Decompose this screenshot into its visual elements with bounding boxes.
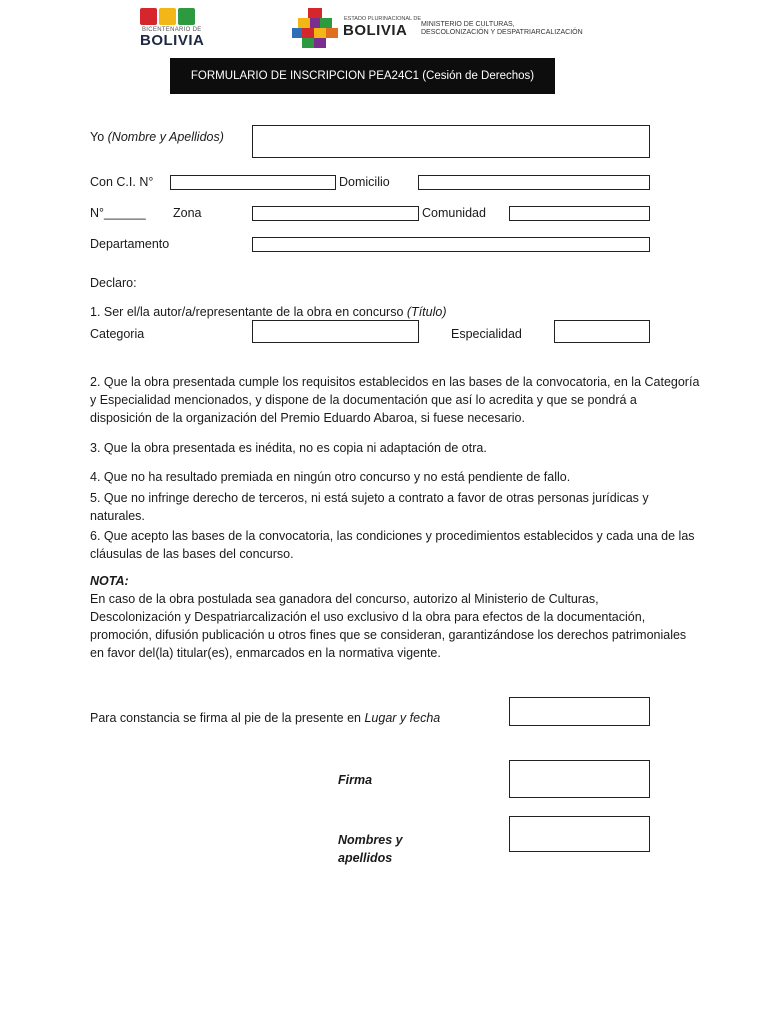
declaro-label: Declaro: — [90, 276, 137, 290]
item-2-text: 2. Que la obra presentada cumple los requisitos establecidos en las bases de la convocatoria, en la Categoría y Especialidad mencionados, y dispone de la documentación que así lo acredita y que se pondrá a disposición de la organización del Premio Eduardo Abaroa, si fuese necesario. — [90, 375, 700, 425]
ci-label: Con C.I. N° — [90, 175, 154, 189]
ministry-line-2: DESCOLONIZACIÓN Y DESPATRIARCALIZACIÓN — [421, 29, 583, 36]
comunidad-input[interactable] — [509, 206, 650, 221]
ministry-line-1: MINISTERIO DE CULTURAS, — [421, 21, 515, 28]
lugar-fecha-input[interactable] — [509, 697, 650, 726]
estado-small-text: ESTADO PLURINACIONAL DE — [344, 16, 422, 22]
firma-label: Firma — [338, 773, 373, 787]
bicentenario-small-text: BICENTENARIO DE — [142, 27, 202, 33]
especialidad-label: Especialidad — [451, 327, 522, 341]
constancia-text: Para constancia se firma al pie de la presente en Lugar y fecha — [90, 711, 441, 725]
item-3-text: 3. Que la obra presentada es inédita, no es copia ni adaptación de otra. — [90, 441, 487, 455]
nota-text: En caso de la obra postulada sea ganadora del concurso, autorizo al Ministerio de Culturas, Descolonización y Despatriarcalización el uso exclusivo d la obra para efectos de la documentación, promoción, difusión publicación u otros fines que se consideran, garantizándose los derechos patrimoniales en favor del(la) titular(es), enmarcados en la normativa vigente. — [90, 592, 687, 660]
domicilio-input[interactable] — [418, 175, 650, 190]
firma-box[interactable] — [509, 760, 650, 798]
yo-label: Yo (Nombre y Apellidos) — [90, 130, 224, 144]
domicilio-label: Domicilio — [339, 175, 390, 189]
categoria-input[interactable] — [252, 320, 419, 343]
ci-input[interactable] — [170, 175, 336, 190]
categoria-label: Categoria — [90, 327, 145, 341]
bicentenario-logo — [140, 8, 210, 48]
zona-label: Zona — [173, 206, 202, 220]
departamento-label: Departamento — [90, 237, 170, 251]
nota-label: NOTA: — [90, 574, 129, 588]
item-4-text: 4. Que no ha resultado premiada en ningún otro concurso y no está pendiente de fallo. — [90, 470, 571, 484]
bicentenario-big-text: BOLIVIA — [140, 32, 205, 49]
nombres-label: Nombres y apellidos — [338, 833, 403, 865]
item-1-text: 1. Ser el/la autor/a/representante de la obra en concurso (Título) — [90, 305, 447, 319]
estado-big-text: BOLIVIA — [343, 22, 408, 39]
nombre-apellidos-input[interactable] — [252, 125, 650, 158]
estado-emblem-icon — [292, 8, 338, 48]
ministry-name — [421, 21, 583, 37]
nombres-apellidos-input[interactable] — [509, 816, 650, 852]
form-title: FORMULARIO DE INSCRIPCION PEA24C1 (Cesión de Derechos) — [190, 70, 535, 82]
numero-label: N°______ — [90, 206, 146, 220]
bicentenario-tiles-icon — [140, 8, 200, 26]
departamento-input[interactable] — [252, 237, 650, 252]
item-5-text: 5. Que no infringe derecho de terceros, ni está sujeto a contrato a favor de otras personas jurídicas y naturales. — [90, 491, 649, 523]
item-6-text: 6. Que acepto las bases de la convocatoria, las condiciones y procedimientos establecidos y cada una de las cláusulas de las bases del concurso. — [90, 529, 695, 561]
form-title-bar — [170, 58, 555, 94]
especialidad-input[interactable] — [554, 320, 650, 343]
comunidad-label: Comunidad — [422, 206, 486, 220]
zona-input[interactable] — [252, 206, 419, 221]
